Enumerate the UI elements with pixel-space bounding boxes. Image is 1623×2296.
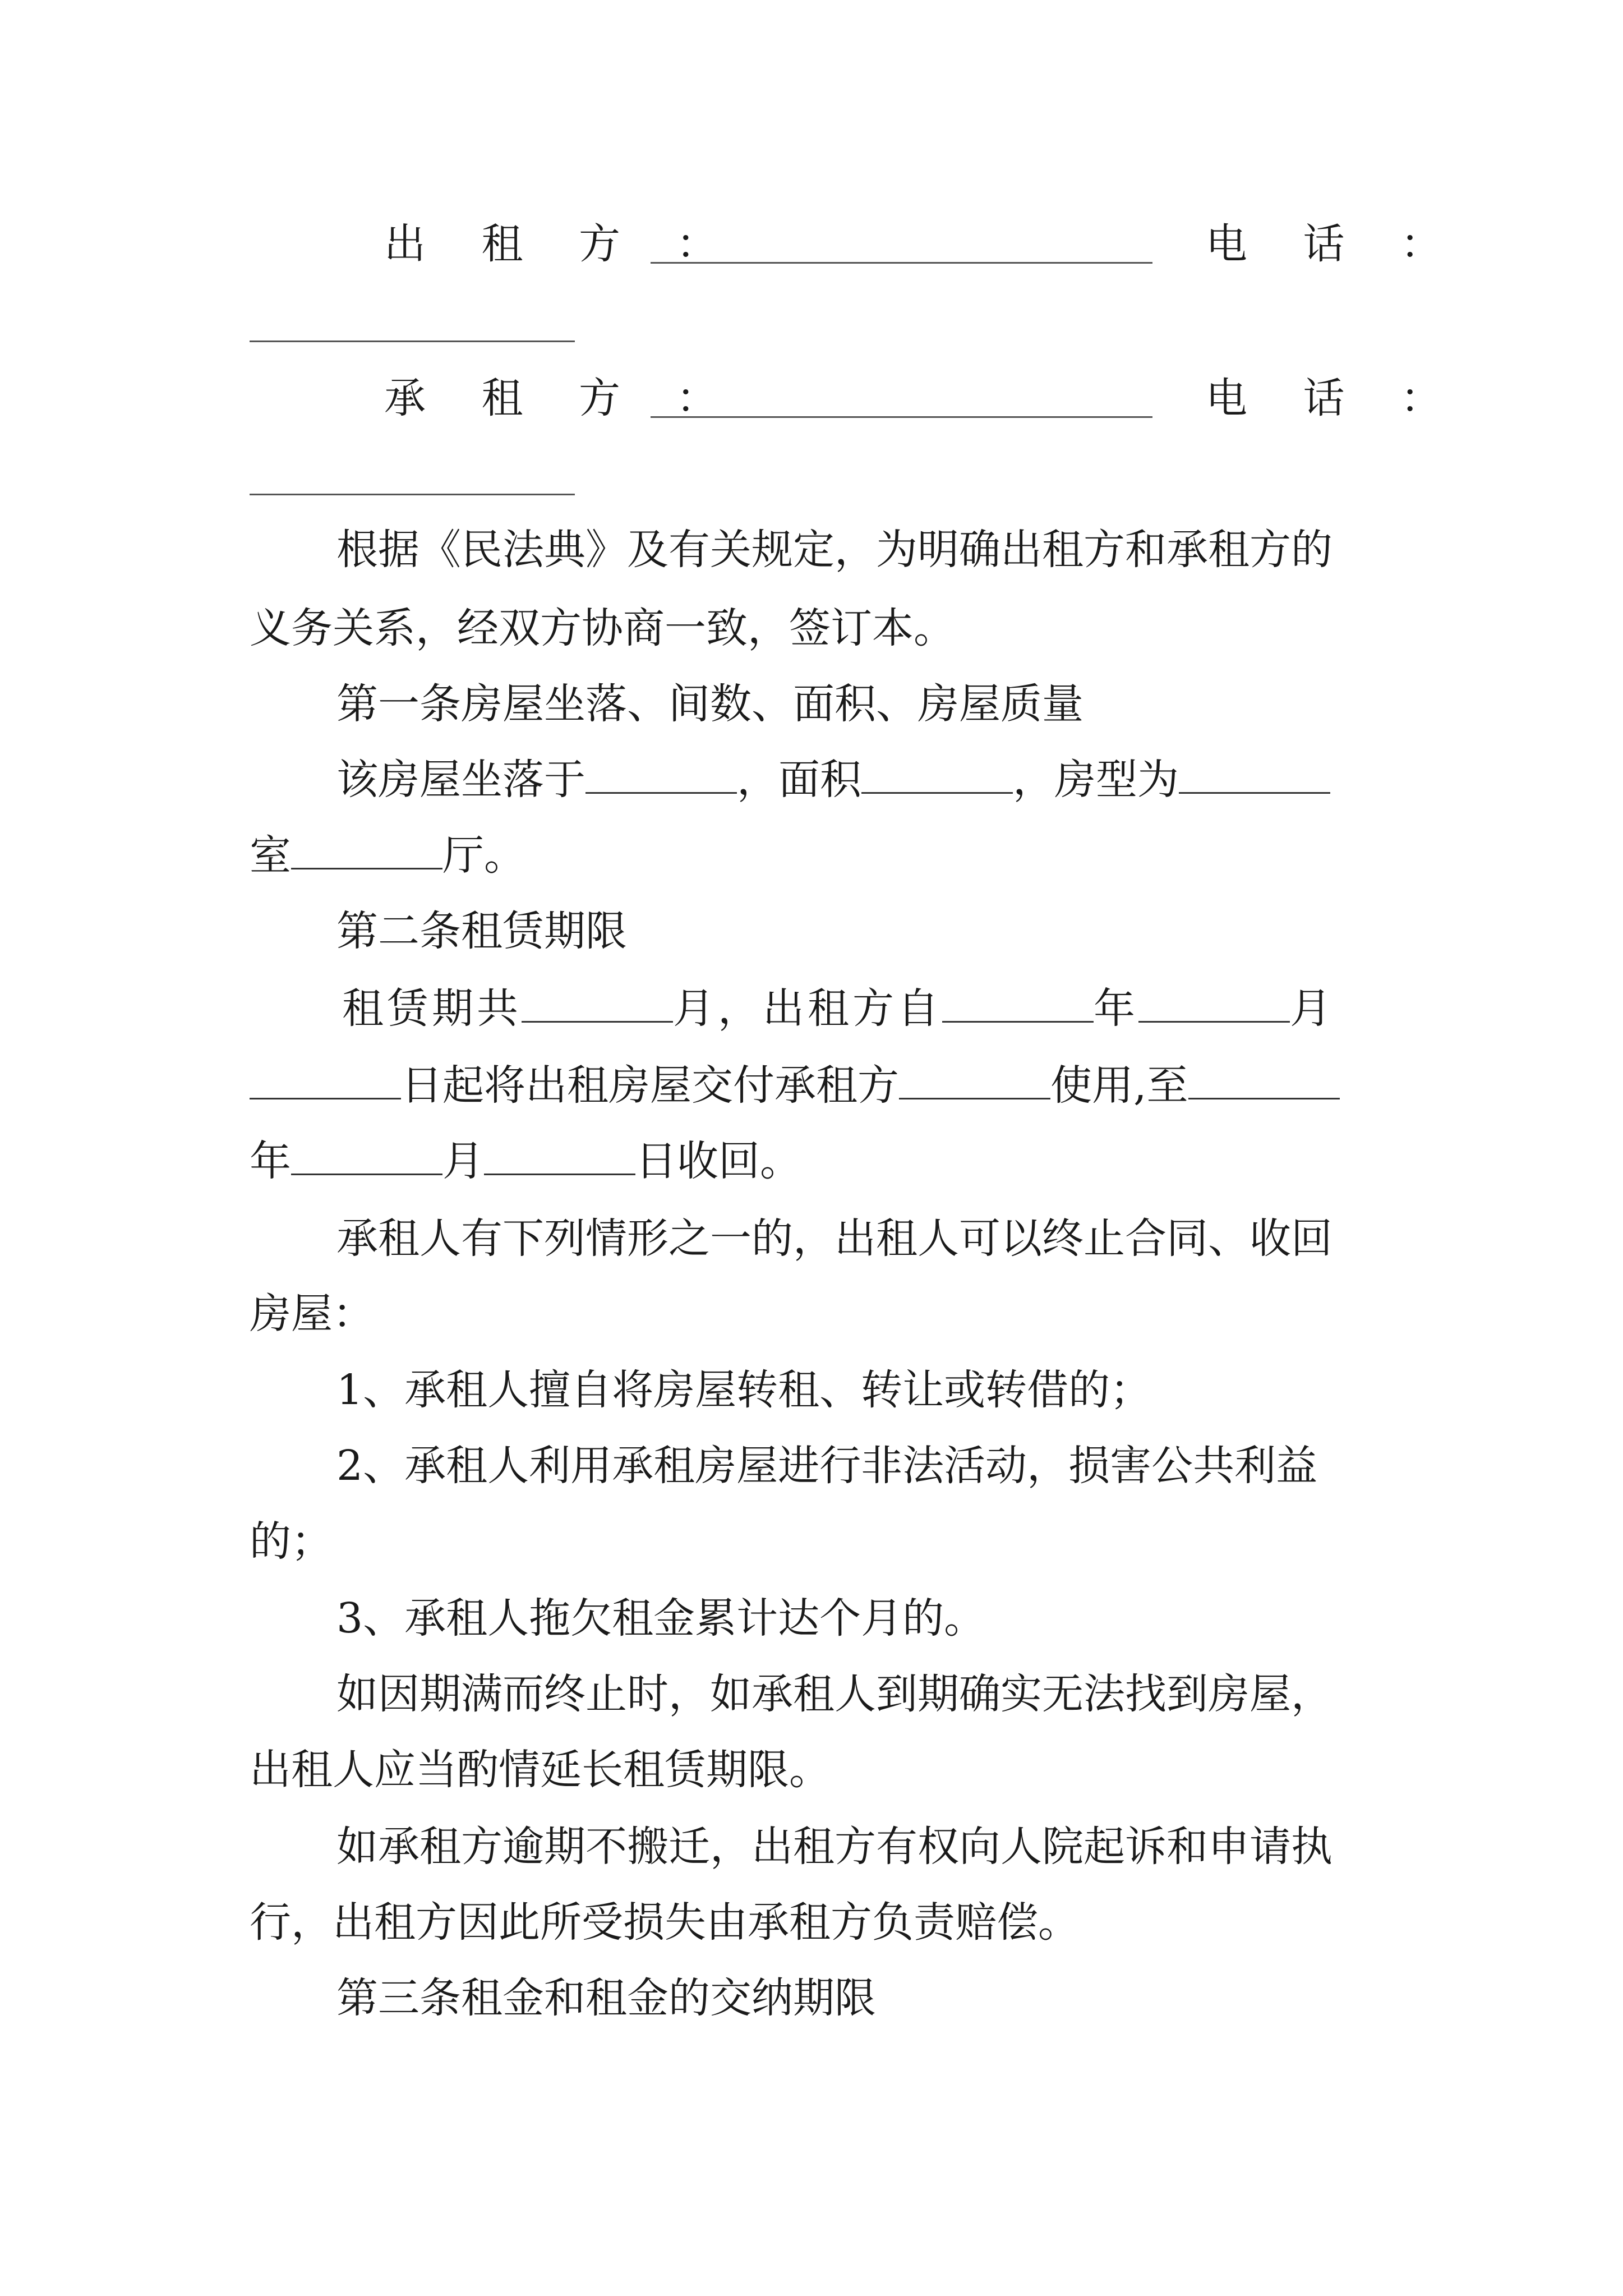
- article2-line-2: [250, 1057, 1340, 1114]
- article2-l1-c: 年: [1094, 984, 1138, 1033]
- article2-l3-b: 月: [442, 1137, 484, 1185]
- article1-text-a: 该房屋坐落于: [336, 756, 585, 804]
- location-blank[interactable]: [585, 757, 737, 794]
- lessee-label: 承 租 方 ：: [384, 374, 739, 422]
- rooms-blank[interactable]: [1179, 757, 1330, 794]
- intro-line-1: 根据《民法典》及有关规定，为明确出租方和承租方的: [336, 526, 1332, 574]
- article2-l2-a: 日起将出租房屋交付承租方: [401, 1061, 899, 1110]
- article1-text-d: 室: [250, 831, 291, 880]
- area-blank[interactable]: [861, 757, 1013, 794]
- termination-line-2: 房屋：: [250, 1290, 374, 1338]
- article2-line-1: [342, 981, 1335, 1037]
- lessor-phone-blank[interactable]: [250, 339, 575, 342]
- termination-line-1: 承租人有下列情形之一的，出租人可以终止合同、收回: [336, 1214, 1332, 1263]
- article1-text-e: 厅。: [442, 831, 525, 880]
- article1-line-1: [336, 752, 1330, 808]
- lessor-name-blank[interactable]: [651, 261, 1152, 264]
- termination-item-1: 1、承租人擅自将房屋转租、转让或转借的；: [336, 1366, 1152, 1414]
- article3-title: 第三条租金和租金的交纳期限: [336, 1974, 876, 2022]
- termination-item-3: 3、承租人拖欠租金累计达个月的。: [336, 1594, 986, 1642]
- article1-text-b: ，面积: [737, 756, 861, 804]
- expiry-line-1: 如因期满而终止时，如承租人到期确实无法找到房屋，: [336, 1670, 1332, 1718]
- end-year-blank[interactable]: [291, 1139, 442, 1175]
- lessee-phone-label: 电 话 ：: [1206, 374, 1464, 422]
- start-month-blank[interactable]: [1138, 986, 1290, 1023]
- expiry-line-2: 出租人应当酌情延长租赁期限。: [250, 1746, 831, 1794]
- overdue-line-2: 行，出租方因此所受损失由承租方负责赔偿。: [250, 1898, 1080, 1947]
- article2-l1-b: 月，出租方自: [673, 984, 942, 1033]
- article2-l3-a: 年: [250, 1137, 291, 1185]
- article1-text-c: ，房型为: [1013, 756, 1179, 804]
- usage-blank[interactable]: [899, 1063, 1050, 1099]
- article2-line-3: [250, 1133, 801, 1189]
- article2-l3-c: 日收回。: [635, 1137, 801, 1185]
- termination-item-2-line-2: 的；: [250, 1517, 333, 1566]
- lessee-phone-blank[interactable]: [250, 493, 575, 495]
- end-blank[interactable]: [1188, 1063, 1340, 1099]
- article1-line-2: [250, 827, 525, 884]
- start-year-blank[interactable]: [942, 986, 1094, 1023]
- article2-title: 第二条租赁期限: [336, 907, 627, 955]
- halls-blank[interactable]: [291, 833, 442, 869]
- lessor-phone-label: 电 话 ：: [1206, 220, 1464, 268]
- lessee-name-blank[interactable]: [651, 415, 1152, 418]
- overdue-line-1: 如承租方逾期不搬迁，出租方有权向人院起诉和申请执: [336, 1823, 1332, 1871]
- end-month-blank[interactable]: [484, 1139, 635, 1175]
- article1-title: 第一条房屋坐落、间数、面积、房屋质量: [336, 680, 1083, 728]
- start-day-blank[interactable]: [250, 1063, 401, 1099]
- article2-l2-b: 使用,至: [1050, 1061, 1188, 1110]
- lease-months-blank[interactable]: [522, 986, 673, 1023]
- termination-item-2-line-1: 2、承租人利用承租房屋进行非法活动，损害公共利益: [336, 1442, 1318, 1490]
- article2-l1-a: 租赁期共: [342, 984, 522, 1033]
- lessor-label: 出 租 方 ：: [384, 220, 739, 268]
- intro-line-2: 义务关系，经双方协商一致，签订本。: [250, 604, 955, 652]
- article2-l1-d: 月: [1290, 984, 1335, 1033]
